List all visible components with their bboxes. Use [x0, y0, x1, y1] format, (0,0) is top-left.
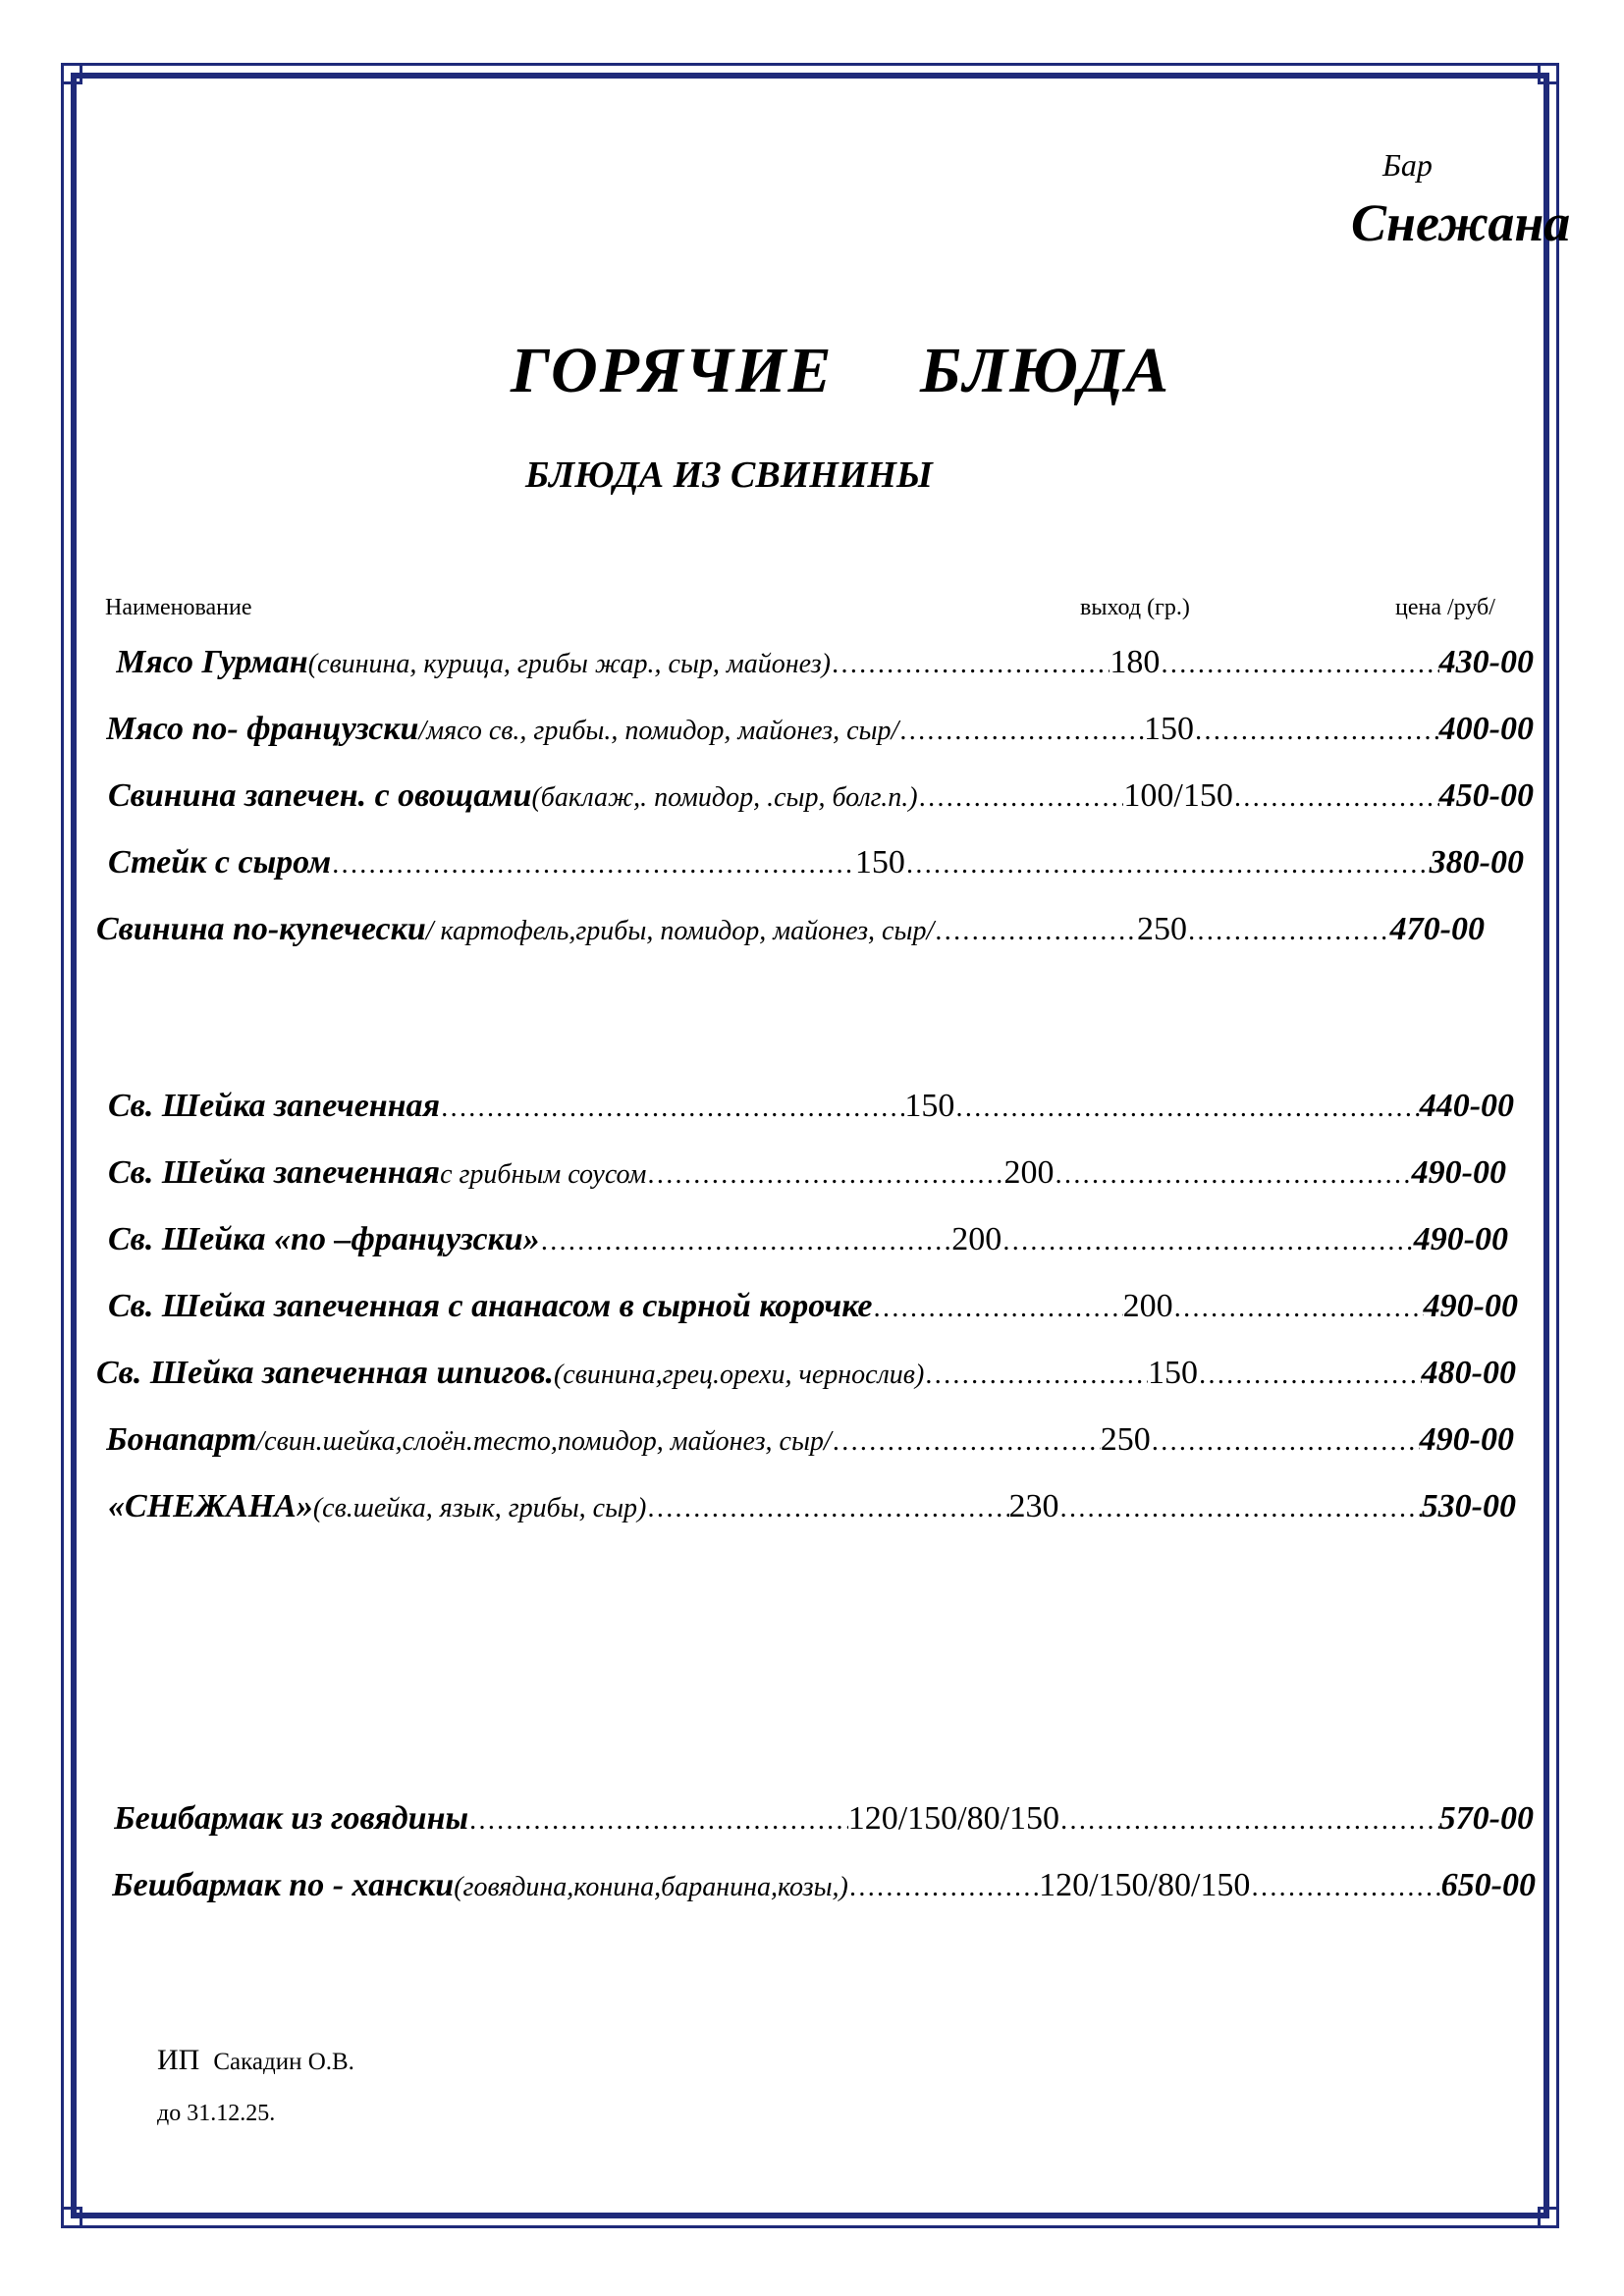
column-header-name: Наименование: [105, 595, 252, 620]
leader-dots: [1059, 1805, 1439, 1837]
bar-name: Снежана: [1351, 193, 1571, 252]
leader-dots: [1187, 916, 1390, 947]
leader-dots: [848, 1872, 1039, 1903]
menu-item: [108, 1088, 1514, 1125]
dish-name: Бешбармак из говядины: [114, 1800, 469, 1837]
menu-item: [96, 1355, 1516, 1392]
dish-price: 470-00: [1389, 911, 1485, 947]
dish-yield: 150: [854, 844, 905, 881]
footer-valid-until: до 31.12.25.: [157, 2101, 276, 2126]
column-header-yield: выход (гр.): [1080, 595, 1190, 620]
leader-dots: [1250, 1872, 1440, 1903]
leader-dots: [540, 1226, 952, 1257]
dish-name: Св. Шейка запеченная: [108, 1088, 441, 1124]
menu-item: [108, 1288, 1518, 1325]
dish-name: Свинина по-купечески: [96, 911, 426, 947]
dish-name: Св. Шейка запеченная с ананасом в сырной корочке: [108, 1288, 873, 1324]
leader-dots: [924, 1360, 1148, 1391]
leader-dots: [934, 916, 1137, 947]
dish-price: 490-00: [1419, 1421, 1514, 1458]
dish-price: 440-00: [1419, 1088, 1514, 1124]
dish-price: 530-00: [1421, 1488, 1516, 1524]
dish-description: (говядина,конина,баранина,козы,): [454, 1872, 848, 1902]
menu-item: [106, 711, 1534, 748]
dish-description: (баклаж,. помидор, .сыр, болг.п.): [531, 782, 918, 813]
border-corner-ornament: [61, 63, 82, 84]
leader-dots: [918, 782, 1124, 814]
dish-yield: 250: [1100, 1421, 1151, 1458]
leader-dots: [646, 1493, 1008, 1524]
border-corner-ornament: [61, 2207, 82, 2228]
dish-name: Мясо по- французски: [106, 711, 419, 747]
leader-dots: [898, 716, 1144, 747]
dish-name: Бешбармак по - хански: [112, 1867, 455, 1903]
dish-yield: 200: [1122, 1288, 1173, 1324]
dish-yield: 120/150/80/150: [1039, 1867, 1251, 1903]
dish-price: 380-00: [1429, 844, 1524, 881]
dish-yield: 180: [1110, 644, 1161, 680]
leader-dots: [468, 1805, 848, 1837]
section-title: БЛЮДА ИЗ СВИНИНЫ: [525, 454, 933, 496]
menu-item: [106, 1421, 1514, 1459]
dish-description: с грибным соусом: [440, 1159, 647, 1190]
dish-yield: 120/150/80/150: [847, 1800, 1060, 1837]
menu-item: [112, 1867, 1536, 1904]
dish-yield: 150: [1143, 711, 1194, 747]
dish-price: 480-00: [1421, 1355, 1516, 1391]
leader-dots: [873, 1293, 1123, 1324]
leader-dots: [646, 1159, 1003, 1191]
footer-owner-name: Сакадин О.В.: [213, 2049, 354, 2075]
leader-dots: [1160, 649, 1438, 680]
menu-item: [108, 844, 1524, 881]
dish-name: Св. Шейка «по –французски»: [108, 1221, 540, 1257]
column-header-price: цена /руб/: [1395, 595, 1495, 620]
leader-dots: [1055, 1159, 1412, 1191]
leader-dots: [1173, 1293, 1424, 1324]
dish-yield: 200: [951, 1221, 1002, 1257]
footer-owner: [157, 2044, 354, 2077]
dish-description: /мясо св., грибы., помидор, майонез, сыр/: [418, 716, 899, 746]
dish-name: Бонапарт: [106, 1421, 257, 1458]
dish-price: 490-00: [1411, 1154, 1506, 1191]
dish-price: 650-00: [1440, 1867, 1536, 1903]
dish-name: Мясо Гурман: [116, 644, 308, 680]
leader-dots: [440, 1093, 904, 1124]
dish-name: Стейк с сыром: [108, 844, 332, 881]
menu-item: [96, 911, 1485, 948]
border-corner-ornament: [1538, 2207, 1559, 2228]
leader-dots: [905, 849, 1430, 881]
leader-dots: [1059, 1493, 1422, 1524]
dish-yield: 200: [1003, 1154, 1055, 1191]
dish-name: Св. Шейка запеченная шпигов.: [96, 1355, 554, 1391]
menu-item: [108, 1154, 1506, 1192]
dish-name: Св. Шейка запеченная: [108, 1154, 441, 1191]
menu-item: [114, 1800, 1534, 1838]
leader-dots: [1001, 1226, 1414, 1257]
dish-price: 400-00: [1438, 711, 1534, 747]
leader-dots: [331, 849, 855, 881]
dish-description: (свинина,грец.орехи, чернослив): [553, 1360, 925, 1390]
dish-description: /свин.шейка,слоён.тесто,помидор, майонез, сыр/: [256, 1426, 832, 1457]
dish-yield: 250: [1136, 911, 1187, 947]
dish-description: (св.шейка, язык, грибы, сыр): [312, 1493, 647, 1523]
page-title: ГОРЯЧИЕ БЛЮДА: [511, 335, 1171, 406]
dish-description: / картофель,грибы, помидор, майонез, сыр/: [425, 916, 935, 946]
bar-label: Бар: [1382, 147, 1433, 183]
leader-dots: [1198, 1360, 1422, 1391]
dish-name: «СНЕЖАНА»: [108, 1488, 313, 1524]
dish-yield: 100/150: [1123, 777, 1233, 814]
menu-item: [116, 644, 1534, 681]
menu-item: [108, 777, 1534, 815]
border-corner-ornament: [1538, 63, 1559, 84]
leader-dots: [832, 1426, 1101, 1458]
menu-item: [108, 1221, 1508, 1258]
dish-description: (свинина, курица, грибы жар., сыр, майонез): [307, 649, 831, 679]
dish-price: 490-00: [1423, 1288, 1518, 1324]
leader-dots: [831, 649, 1110, 680]
dish-yield: 150: [1147, 1355, 1198, 1391]
dish-price: 490-00: [1413, 1221, 1508, 1257]
leader-dots: [954, 1093, 1419, 1124]
dish-price: 450-00: [1438, 777, 1534, 814]
leader-dots: [1151, 1426, 1420, 1458]
menu-item: [108, 1488, 1516, 1525]
dish-price: 430-00: [1438, 644, 1534, 680]
dish-yield: 230: [1008, 1488, 1059, 1524]
dish-price: 570-00: [1438, 1800, 1534, 1837]
dish-yield: 150: [904, 1088, 955, 1124]
leader-dots: [1233, 782, 1439, 814]
footer-ip: ИП: [157, 2044, 200, 2076]
leader-dots: [1194, 716, 1439, 747]
dish-name: Свинина запечен. с овощами: [108, 777, 532, 814]
